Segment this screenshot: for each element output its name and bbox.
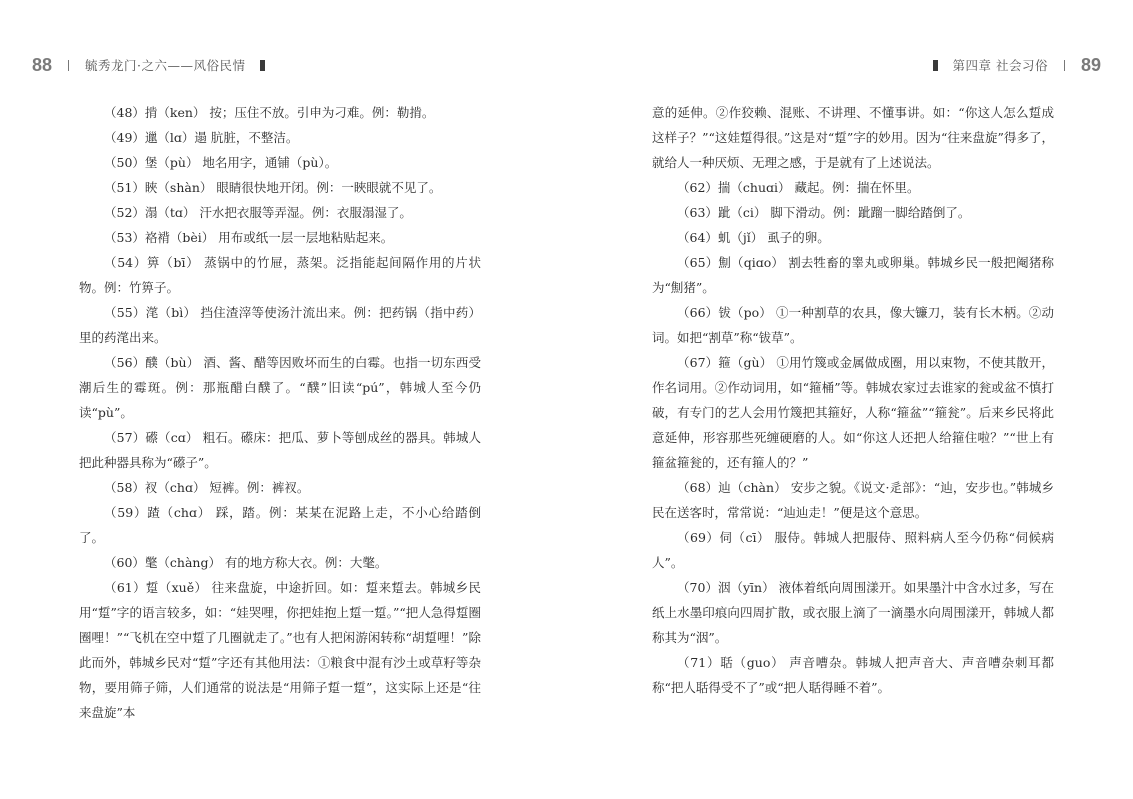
entry-paragraph: （71）聒（guo） 声音嘈杂。韩城人把声音大、声音嘈杂刺耳都称“把人聒得受不了”或“把人聒得睡不着”。 bbox=[652, 655, 1054, 695]
header-divider bbox=[1064, 60, 1065, 71]
entry-paragraph: （64）虮（jǐ） 虱子的卵。 bbox=[677, 230, 830, 245]
entry-paragraph: （61）踅（xuě） 往来盘旋，中途折回。如：踅来踅去。韩城乡民用“踅”字的语言较多，如：“娃哭哩，你把娃抱上踅一踅。”“把人急得踅圈圈哩！”“飞机在空中踅了几圈就走了。”也有人把闲游闲转称“胡踅哩！”除此而外，韩城乡民对“踅”字还有其他用法：①粮食中混有沙土或草籽等杂物，要用筛子筛，人们通常的说法是“用筛子踅一踅”，这实际上还是“往来盘旋”本 bbox=[79, 580, 481, 720]
entry-paragraph: （54）箅（bī） 蒸锅中的竹屉，蒸架。泛指能起间隔作用的片状物。例：竹箅子。 bbox=[79, 255, 481, 295]
header-divider bbox=[68, 60, 69, 71]
entry-paragraph: （68）辿（chàn） 安步之貌。《说文·辵部》：“辿，安步也。”韩城乡民在送客时，常常说：“辿辿走！”便是这个意思。 bbox=[652, 480, 1054, 520]
entry-paragraph: （66）钹（po） ①一种割草的农具，像大镰刀，装有长木柄。②动词。如把“割草”称“钹草”。 bbox=[652, 305, 1054, 345]
continued-paragraph: 意的延伸。②作狡赖、混账、不讲理、不懂事讲。如：“你这人怎么踅成这样子？”“这娃踅得很。”这是对“踅”字的妙用。因为“往来盘旋”得多了，就给人一种厌烦、无理之感，于是就有了上述说法。 bbox=[652, 105, 1054, 170]
entry-paragraph: （67）箍（gù） ①用竹篾或金属做成圈，用以束物，不使其散开，作名词用。②作动词用，如“箍桶”等。韩城农家过去谁家的瓮或盆不慎打破，有专门的艺人会用竹篾把其箍好，人称“箍盆”“箍瓮”。后来乡民将此意延伸，形容那些死缠硬磨的人。如“你这人还把人给箍住啦？”“世上有箍盆箍瓮的，还有箍人的？” bbox=[652, 355, 1054, 470]
entry-paragraph: （56）醭（bù） 酒、酱、醋等因败坏而生的白霉。也指一切东西受潮后生的霉斑。例：那瓶醋白醭了。“醭”旧读“pú”，韩城人至今仍读“pù”。 bbox=[79, 355, 481, 420]
left-page-body bbox=[79, 100, 481, 725]
right-page-header bbox=[919, 52, 1101, 78]
entry-paragraph: （63）跐（ci） 脚下滑动。例：跐蹓一脚给踏倒了。 bbox=[677, 205, 971, 220]
header-block-mark bbox=[260, 60, 265, 71]
entry-paragraph: （60）氅（chàng） 有的地方称大衣。例：大氅。 bbox=[104, 555, 388, 570]
right-page-number: 89 bbox=[1080, 54, 1101, 75]
entry-paragraph: （52）溻（tɑ） 汗水把衣服等弄湿。例：衣服溻湿了。 bbox=[104, 205, 412, 220]
entry-paragraph: （57）礤（cɑ） 粗石。礤床：把瓜、萝卜等刨成丝的器具。韩城人把此种器具称为“礤子”。 bbox=[79, 430, 481, 470]
entry-paragraph: （62）揣（chuɑi） 藏起。例：揣在怀里。 bbox=[677, 180, 920, 195]
entry-paragraph: （53）袼褙（bèi） 用布或纸一层一层地粘贴起来。 bbox=[104, 230, 394, 245]
right-chapter-title: 第四章 社会习俗 bbox=[952, 58, 1048, 73]
left-page-header bbox=[32, 52, 279, 78]
entry-paragraph: （59）蹅（chɑ） 踩，踏。例：某某在泥路上走，不小心给踏倒了。 bbox=[79, 505, 481, 545]
entry-paragraph: （49）邋（lɑ）遢 肮脏，不整洁。 bbox=[104, 130, 299, 145]
entry-paragraph: （55）滗（bì） 挡住渣滓等使汤汁流出来。例：把药锅（指中药）里的药滗出来。 bbox=[79, 305, 481, 345]
entry-paragraph: （48）掯（ken） 按；压住不放。引申为刁难。例：勒掯。 bbox=[104, 105, 435, 120]
entry-paragraph: （70）洇（yīn） 液体着纸向周围漾开。如果墨汁中含水过多，写在纸上水墨印痕向四周扩散，或衣服上滴了一滴墨水向周围漾开，韩城人都称其为“洇”。 bbox=[652, 580, 1054, 645]
left-page-number: 88 bbox=[32, 54, 53, 75]
right-page-body bbox=[652, 100, 1054, 700]
left-book-title: 毓秀龙门·之六——风俗民情 bbox=[85, 58, 246, 73]
entry-paragraph: （50）堡（pù） 地名用字，通铺（pù）。 bbox=[104, 155, 338, 170]
entry-paragraph: （65）劁（qiɑo） 割去牲畜的睾丸或卵巢。韩城乡民一般把阉猪称为“劁猪”。 bbox=[652, 255, 1054, 295]
entry-paragraph: （58）衩（chɑ） 短裤。例：裤衩。 bbox=[104, 480, 310, 495]
entry-paragraph: （51）䀹（shàn） 眼睛很快地开闭。例：一䀹眼就不见了。 bbox=[104, 180, 442, 195]
entry-paragraph: （69）伺（cī） 服侍。韩城人把服侍、照料病人至今仍称“伺候病人”。 bbox=[652, 530, 1054, 570]
header-block-mark bbox=[933, 60, 938, 71]
